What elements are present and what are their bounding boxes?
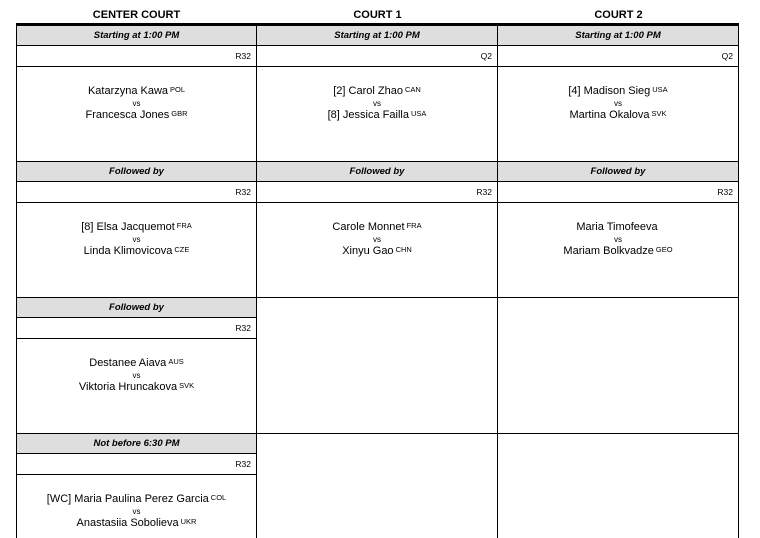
player-1-seed: [8] (81, 221, 94, 233)
player-1 (257, 85, 497, 97)
match-header: Followed by (257, 162, 497, 182)
match-card (17, 475, 256, 538)
player-2-seed: [8] (327, 109, 340, 121)
round-label: R32 (17, 46, 256, 67)
player-1-name: Maria Timofeeva (576, 221, 658, 233)
player-2 (498, 245, 738, 257)
empty-slot (257, 298, 497, 434)
player-1-country: POL (170, 85, 186, 94)
player-2-country: USA (410, 109, 427, 118)
player-2 (257, 109, 497, 121)
player-2-country: CHN (395, 245, 412, 254)
player-2-name: Anastasiia Sobolieva (76, 517, 179, 529)
player-1-country: USA (652, 85, 668, 94)
match-card (498, 203, 738, 298)
match-card (498, 67, 738, 162)
player-2-country: UKR (180, 517, 197, 526)
player-2 (17, 109, 256, 121)
player-1 (17, 493, 256, 505)
player-1-name: Carol Zhao (348, 85, 403, 97)
player-2-name: Martina Okalova (569, 109, 650, 121)
player-1-name: Maria Paulina Perez Garcia (74, 493, 209, 505)
empty-slot (498, 298, 738, 434)
player-2-name: Francesca Jones (85, 109, 170, 121)
round-label: Q2 (498, 46, 738, 67)
player-2 (17, 517, 256, 529)
column-court-1 (257, 26, 498, 538)
player-1-seed: [WC] (46, 493, 72, 505)
column-center-court (16, 26, 257, 538)
round-label: Q2 (257, 46, 497, 67)
player-1-name: Katarzyna Kawa (87, 85, 169, 97)
player-2-country: GBR (171, 109, 188, 118)
match-header: Followed by (17, 162, 256, 182)
player-1 (257, 221, 497, 233)
match-header: Starting at 1:00 PM (257, 26, 497, 46)
versus-label: vs (132, 507, 141, 516)
player-1-name: Destanee Aiava (89, 357, 167, 369)
player-1-name: Elsa Jacquemot (96, 221, 175, 233)
player-2-country: CZE (174, 245, 190, 254)
match-card (17, 339, 256, 434)
player-2-country: GEO (655, 245, 673, 254)
court-heading-court2: COURT 2 (594, 9, 643, 21)
match-header: Not before 6:30 PM (17, 434, 256, 454)
player-2 (17, 381, 256, 393)
player-1 (17, 357, 256, 369)
versus-label: vs (373, 99, 381, 108)
round-label: R32 (17, 454, 256, 475)
player-1-country: COL (210, 493, 227, 502)
player-1-country: AUS (168, 357, 184, 366)
round-label: R32 (17, 182, 256, 203)
column-court-2 (498, 26, 739, 538)
player-2 (498, 109, 738, 121)
round-label: R32 (498, 182, 738, 203)
player-2 (17, 245, 256, 257)
player-1-name: Carole Monnet (332, 221, 405, 233)
versus-label: vs (373, 235, 381, 244)
player-2-country: SVK (651, 109, 667, 118)
player-1 (17, 85, 256, 97)
player-1 (17, 221, 256, 233)
versus-label: vs (614, 235, 622, 244)
empty-slot (498, 434, 738, 538)
versus-label: vs (614, 99, 622, 108)
versus-label: vs (132, 99, 141, 108)
player-2-name: Linda Klimovicova (83, 245, 173, 257)
player-1-seed: [2] (333, 85, 346, 97)
player-2-name: Viktoria Hruncakova (78, 381, 178, 393)
player-1-country: FRA (176, 221, 192, 230)
player-1-name: Madison Sieg (583, 85, 651, 97)
player-2-name: Mariam Bolkvadze (563, 245, 654, 257)
match-header: Starting at 1:00 PM (17, 26, 256, 46)
player-1-seed: [4] (568, 85, 581, 97)
player-2-country: SVK (179, 381, 195, 390)
player-2-name: Xinyu Gao (342, 245, 394, 257)
match-header: Starting at 1:00 PM (498, 26, 738, 46)
versus-label: vs (132, 235, 141, 244)
match-card (257, 203, 497, 298)
court-heading-center: CENTER COURT (92, 9, 181, 21)
match-header: Followed by (17, 298, 256, 318)
player-2-name: Jessica Failla (342, 109, 409, 121)
match-card (17, 203, 256, 298)
player-1-country: CAN (404, 85, 421, 94)
versus-label: vs (132, 371, 141, 380)
empty-slot (257, 434, 497, 538)
match-header: Followed by (498, 162, 738, 182)
court-heading-court1: COURT 1 (353, 9, 402, 21)
player-1-country: FRA (406, 221, 422, 230)
match-card (257, 67, 497, 162)
match-card (17, 67, 256, 162)
player-1 (498, 85, 738, 97)
player-2 (257, 245, 497, 257)
round-label: R32 (257, 182, 497, 203)
player-1 (498, 221, 738, 233)
round-label: R32 (17, 318, 256, 339)
